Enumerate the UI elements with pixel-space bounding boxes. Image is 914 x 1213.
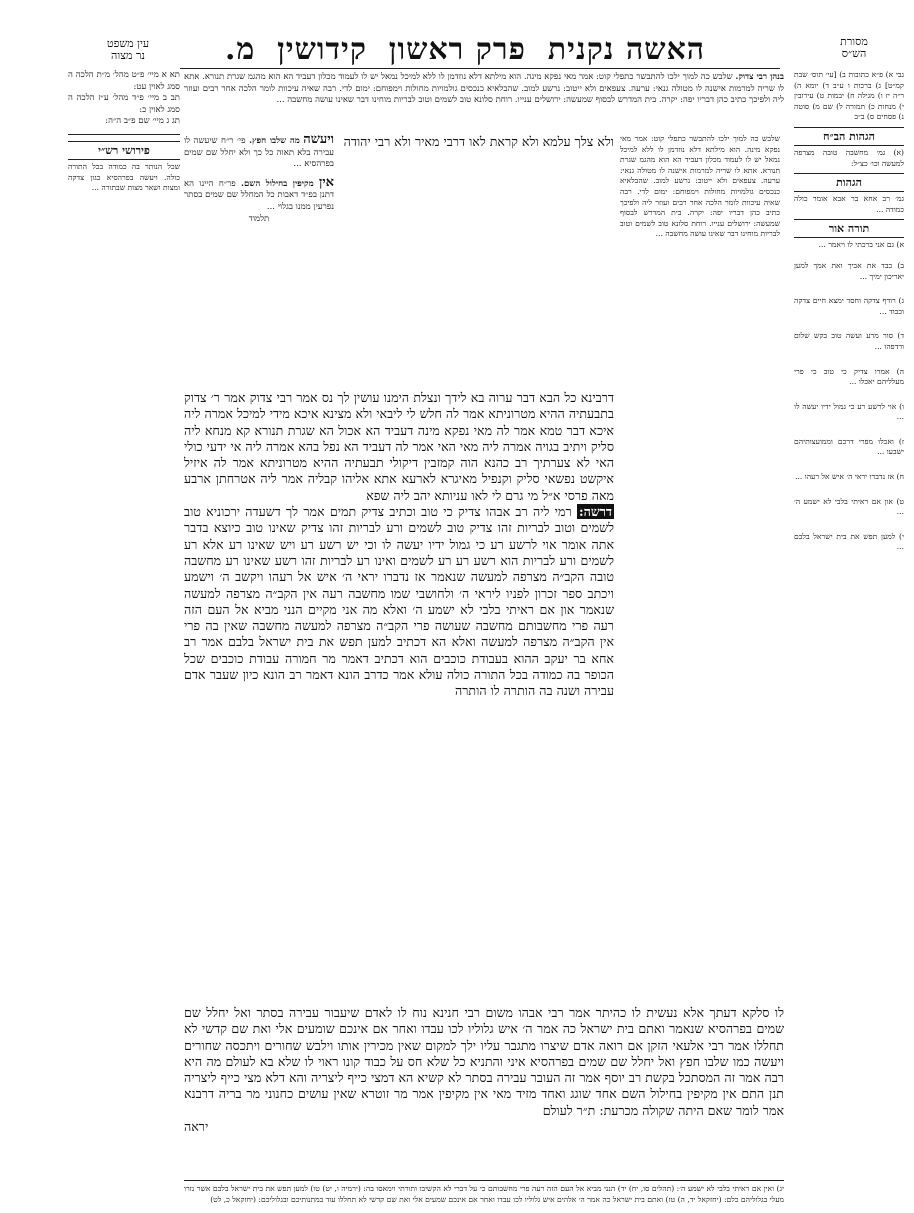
ein-mishpat-entry: תג ג מיי׳ שם פ״ב ה״ה: (105, 116, 180, 127)
rashi-margin-title: פירושי רש״י (68, 141, 180, 160)
gemara-paragraph: לו סלקא דעתך אלא נעשית לו כהיתר אמר רבי אבהו משום רבי חנינא נוח לו לאדם שיעבור עבירה בסתר ואל יחלל שם שמים בפרהסיא שנאמר ואתם בית ישראל כה אמר ה׳ איש גלוליו לכו עבדו ואחר אם אינכם שומעים אלי ואת שם קדשי לא תחללו אמר רבי אלעאי הזקן אם רואה אדם שיצרו מתגבר עליו ילך למקום שאין מכירין אותו וילבש שחורים ויתכסה שחורים ויעשה כמו שלבו חפץ ואל יחלל שם שמים בפרהסיא איני והתניא כל שלא חס על כבוד קונו ראוי לו שלא בא לעולם מה היא רבה אמר זה המסתכל בקשת רב יוסף אמר זה העובר עבירה בסתר לא קשיא הא דמצי כייף ליצריה והא דלא מצי כייף ליצריה תנן התם אין מקיפין בחילול השם אחד שוגג ואחד מזיד מאי אין מקיפין אמר מר זוטרא שאין עושים כחנוני מר בריה דרבנא אמר לומר שאם היתה שקולה מכרעת: ת״ר לעולם (184, 1005, 784, 1118)
right-margin-column (794, 70, 904, 553)
footnotes: יג) ואין אם ראיתי בלבי לא ישמע ה׳: (תהלים סו, יח) יד) הנני מביא אל העם הזה רעה פרי מחשבותם כי על דברי לא הקשיבו ותורתי וימאסו בה: (ירמיה ו, יט) טו) למען תפש את בית ישראל בלבם אשר נזרו מעלי בגלוליהם כלם: (יחזקאל יד, ה) טז) ואתם בית ישראל כה אמר ה׳ אלהים איש גלוליו לכו עבדו ואחר אם אינכם שמעים אלי ואת שם קדשי לא תחללו עוד במתנותיכם ובגלוליכם: (יחזקאל כ, לט) (184, 1184, 784, 1204)
torah-or-entry: ז) ואכלו מפרי דרכם וממועצותיהם ישבעו ... (794, 436, 904, 457)
torah-or-entry: ו) אוי לרשע רע כי גמול ידיו יעשה לו ... (794, 401, 904, 422)
divider (68, 134, 180, 135)
tosafot-end: תלמוד (248, 213, 270, 224)
hagahot-bach-text: (א) גמ׳ מחשבה טובה מצרפה למעשה וכו׳ כצ״ל: (794, 147, 904, 168)
torah-or-entry: ט) און אם ראיתי בלבי לא ישמע ה׳ ... (794, 496, 904, 517)
chapter-name: האשה נקנית (547, 31, 705, 67)
footnote-rule (184, 1180, 784, 1181)
gemara-bottom (184, 1005, 784, 1135)
mesorat-label: מסורת הש״ס (840, 35, 868, 60)
ein-mishpat-column (68, 70, 180, 194)
hagahot-bach-title: הגהות הב״ח (794, 127, 904, 146)
torah-or-entry: א) גם אני ברכתי לו ויאמר ... (818, 240, 904, 250)
gemara-last-word: יראה (184, 1119, 209, 1135)
rashi-top-block (184, 72, 784, 107)
gemara-body (184, 390, 614, 700)
torah-or-entry: ה) אמרו צדיק כי טוב כי פרי מעלליהם יאכלו ... (794, 366, 904, 387)
tractate-name: קידושין (277, 31, 367, 67)
mesorat-text: גבי א) פ״א כתובות ב) [עי׳ תוס׳ שבת קמ״ט] ג) ברכות ו ע״ב ד) יומא ה) ר״ה יז ו) מגילה ח) יבמות ט) עירובין י) מנחות כ) תמורה ל) שם מ) סוטה נ) פסחים ס) ב״ב (794, 70, 904, 122)
torah-or-entry: ב) כבד את אביך ואת אמך למען יאריכון ימיך ... (794, 260, 904, 281)
hagahot-title: הגהות (794, 173, 904, 192)
tosafot-heading-rest: מה שלבו חפץ. (249, 136, 300, 146)
page-header (225, 28, 705, 70)
torah-or-entry: ח) אז נדברו יראי ה׳ איש אל רעהו ... (795, 472, 904, 482)
darsha-label: דרשה: (578, 504, 612, 520)
header-rule (180, 68, 780, 69)
gemara-paragraph: רמי ליה רב אבהו צדיק כי טוב וכתיב צדיק תמים אמר לך דשעדה ירכוניא טוב לשמים וטוב לבריות זהו צדיק טוב לשמים ורע לבריות זהו צדיק שאינו טוב כיוצא בדבר אתה אומר אוי לרשע רע כי גמול ידיו יעשה לו וכי יש רשע רע ויש שאינו רע אלא רע לשמים ורע לבריות הוא רשע רע רע לשמים ואינו רע לבריות זהו רשע שאינו רע מחשבה טובה הקב״ה מצרפה למעשה שנאמר אז נדברו יראי ה׳ איש אל רעהו ויקשב ה׳ וישמע ויכתב ספר זכרון לפניו ליראי ה׳ ולחושבי שמו מחשבה רעה אין הקב״ה מצרפה למעשה שנאמר און אם ראיתי בלבי לא ישמע ה׳ ואלא מה אני מקיים הנני מביא אל העם הזה רעה פרי מחשבותם מחשבה שעושה פרי הקב״ה מצרפה למעשה מחשבה שאין בה פרי אין הקב״ה מצרפה למעשה ואלא הא דכתיב למען תפש את בית ישראל בלבם אמר רב אחא בר יעקב ההוא בעבודת כוכבים הוא דכתיב דאמר מר חמורה עבודת כוכבים שכל הכופר בה כמודה בכל התורה כולה עולא אמר כדרב הונא דאמר רב הונא כיון שעבר אדם עבירה ושנה בה הותרה לו הותרה (184, 504, 614, 699)
ein-mishpat-label: עין משפט נר מצוה (106, 37, 150, 62)
rashi-lead: בנהן רבי צדוק. (735, 72, 784, 82)
tosafot-heading: ויעשה (303, 132, 334, 147)
tosafot-column (184, 134, 334, 225)
torah-or-title: תורה אור (794, 219, 904, 238)
torah-or-entry: י) למען תפש את בית ישראל בלבם ... (794, 531, 904, 552)
gemara-paragraph: ולא צלך עלמא ולא קראת לאו דרבי מאיר ולא רבי יהודה (343, 134, 614, 149)
rashi-margin-text: שכל הנותר בה כמודה בכל התורה כולה. ויעשה בפרהסיא כגון צדקה ומצות ושאר מצות שבתורה ... (68, 161, 180, 193)
tosafot-text: פר״ח היינו הא דתנן בפ״ד דאבות כל המחלל שם שמים בסתר נפרעין ממנו בגלוי ... (184, 178, 334, 212)
chapter: פרק ראשון (388, 31, 526, 67)
tosafot-heading-rest: מקיפין בחילול השם. (241, 178, 314, 189)
torah-or-entry: ג) רודף צדקה וחסד ימצא חיים צדקה וכבוד ... (794, 296, 904, 316)
tosafot-heading: אין (318, 174, 335, 190)
rashi-text: שלבש כה למוך ילכו להתבשר כתפלי קוט: אמר מאי נפקא מינה. הוא מילתא דלא נוזדמן לו ללא למיכל נמאל יש לו לעמוד מכלון דעביד הא הוא מהגמ שגרת תנורא. אתא לו שריה למרמות אישנה לו מטולה גנאי: ערעה. צעפאים ולא ייטוב: נרשע למוב. שהבלאיא כנכסים גולמויות מחולות וימפוחם: ימום לדי. רבה שאיה עיכוות לומר הלכה אחר רבים ועוזר ליה ולפיכך כתיב כהן דבריו יפה: יקרה. בית המדרש לבסוף שמעשה: ירושלים ענייו. רוחת סלונא טוב לשמים וטוב לבריות מוחינו דבר שאינו עושה מחשבה ... (184, 72, 784, 106)
hagahot-text: גמ׳ רב אחא בר אבא אומר כולה כמודה ... (794, 194, 904, 214)
rashi-side-column: שלבש כה למוך ילכו להתבשר כתפלי קוט: אמר מאי נפקא מינה. הוא מילתא דלא נוזדמן לו ללא למיכל נמאל יש לו לעמוד מכלון דעביד הא הוא מהגמ שגרת תנורא. אתא לו שריה למרמות אישנה לו מטולה גנאי: ערעה. צעפאים ולא ייטוב: נרשע למוב. שהבלאיא כנכסים גולמויות מחולות וימפוחם: ימום לדי. רבה שאיה עיכוות לומר הלכה אחר רבים ועוזר ליה ולפיכך כתיב כהן דבריו יפה: יקרה. בית המדרש לבסוף שמעשה: ירושלים ענייו. רוחת סלונא טוב לשמים וטוב לבריות מוחינו דבר שאינו עושה מחשבה ... (620, 134, 780, 239)
tosafot-text: פי׳ ר״ח שיעשה לו עבירה בלא תאוה כל כך ולא יחלל שם שמים בפרהסיא ... (184, 136, 334, 170)
torah-or-entry: ד) סור מרע ועשה טוב בקש שלום ורדפהו ... (794, 331, 904, 351)
page-number: מ. (225, 31, 256, 67)
gemara-paragraph: דרבינא כל הבא דבר ערוה בא לידך ונצלת הימנו עושין לך נס אמר רבי צדוק אמר ר׳ צדוק בתבעתיה ההיא מטרוניתא אמר לה חלש לי ליבאי ולא מצינא איכא מידי למיכל אמרה ליה איכא דבר טמא אמר לה מאי נפקא מינה דעביד הא אכול הא שגרת תנורא קא מנחא ליה סליק ויתיב בגויה אמרה ליה מאי האי אמר לה דעביד הא נפל בהא אמרה ליה אי ידעי כולי האי לא צערתיך רב כהנא הוה קמזבין דיקולי תבעתיה ההיא מטרוניתא אמר לה איזיל איקשט נפשאי סליק וקנפיל מאיגרא לארעא אתא אליהו קבליה אמר ליה אטרחתן ארבע מאה פרסי א״ל מי גרם לי לאו עניותא יהב ליה שפא (184, 390, 614, 503)
ein-mishpat-entry: תא א מיי׳ פ״ט מהל׳ מ״ת הלכה ה סמג לאוין עט: (68, 70, 180, 92)
gemara-text (342, 134, 614, 150)
ein-mishpat-entry: תב ב מיי׳ פ״ד מהל׳ ע״ז הלכה ה סמג לאוין כ: (68, 93, 180, 115)
